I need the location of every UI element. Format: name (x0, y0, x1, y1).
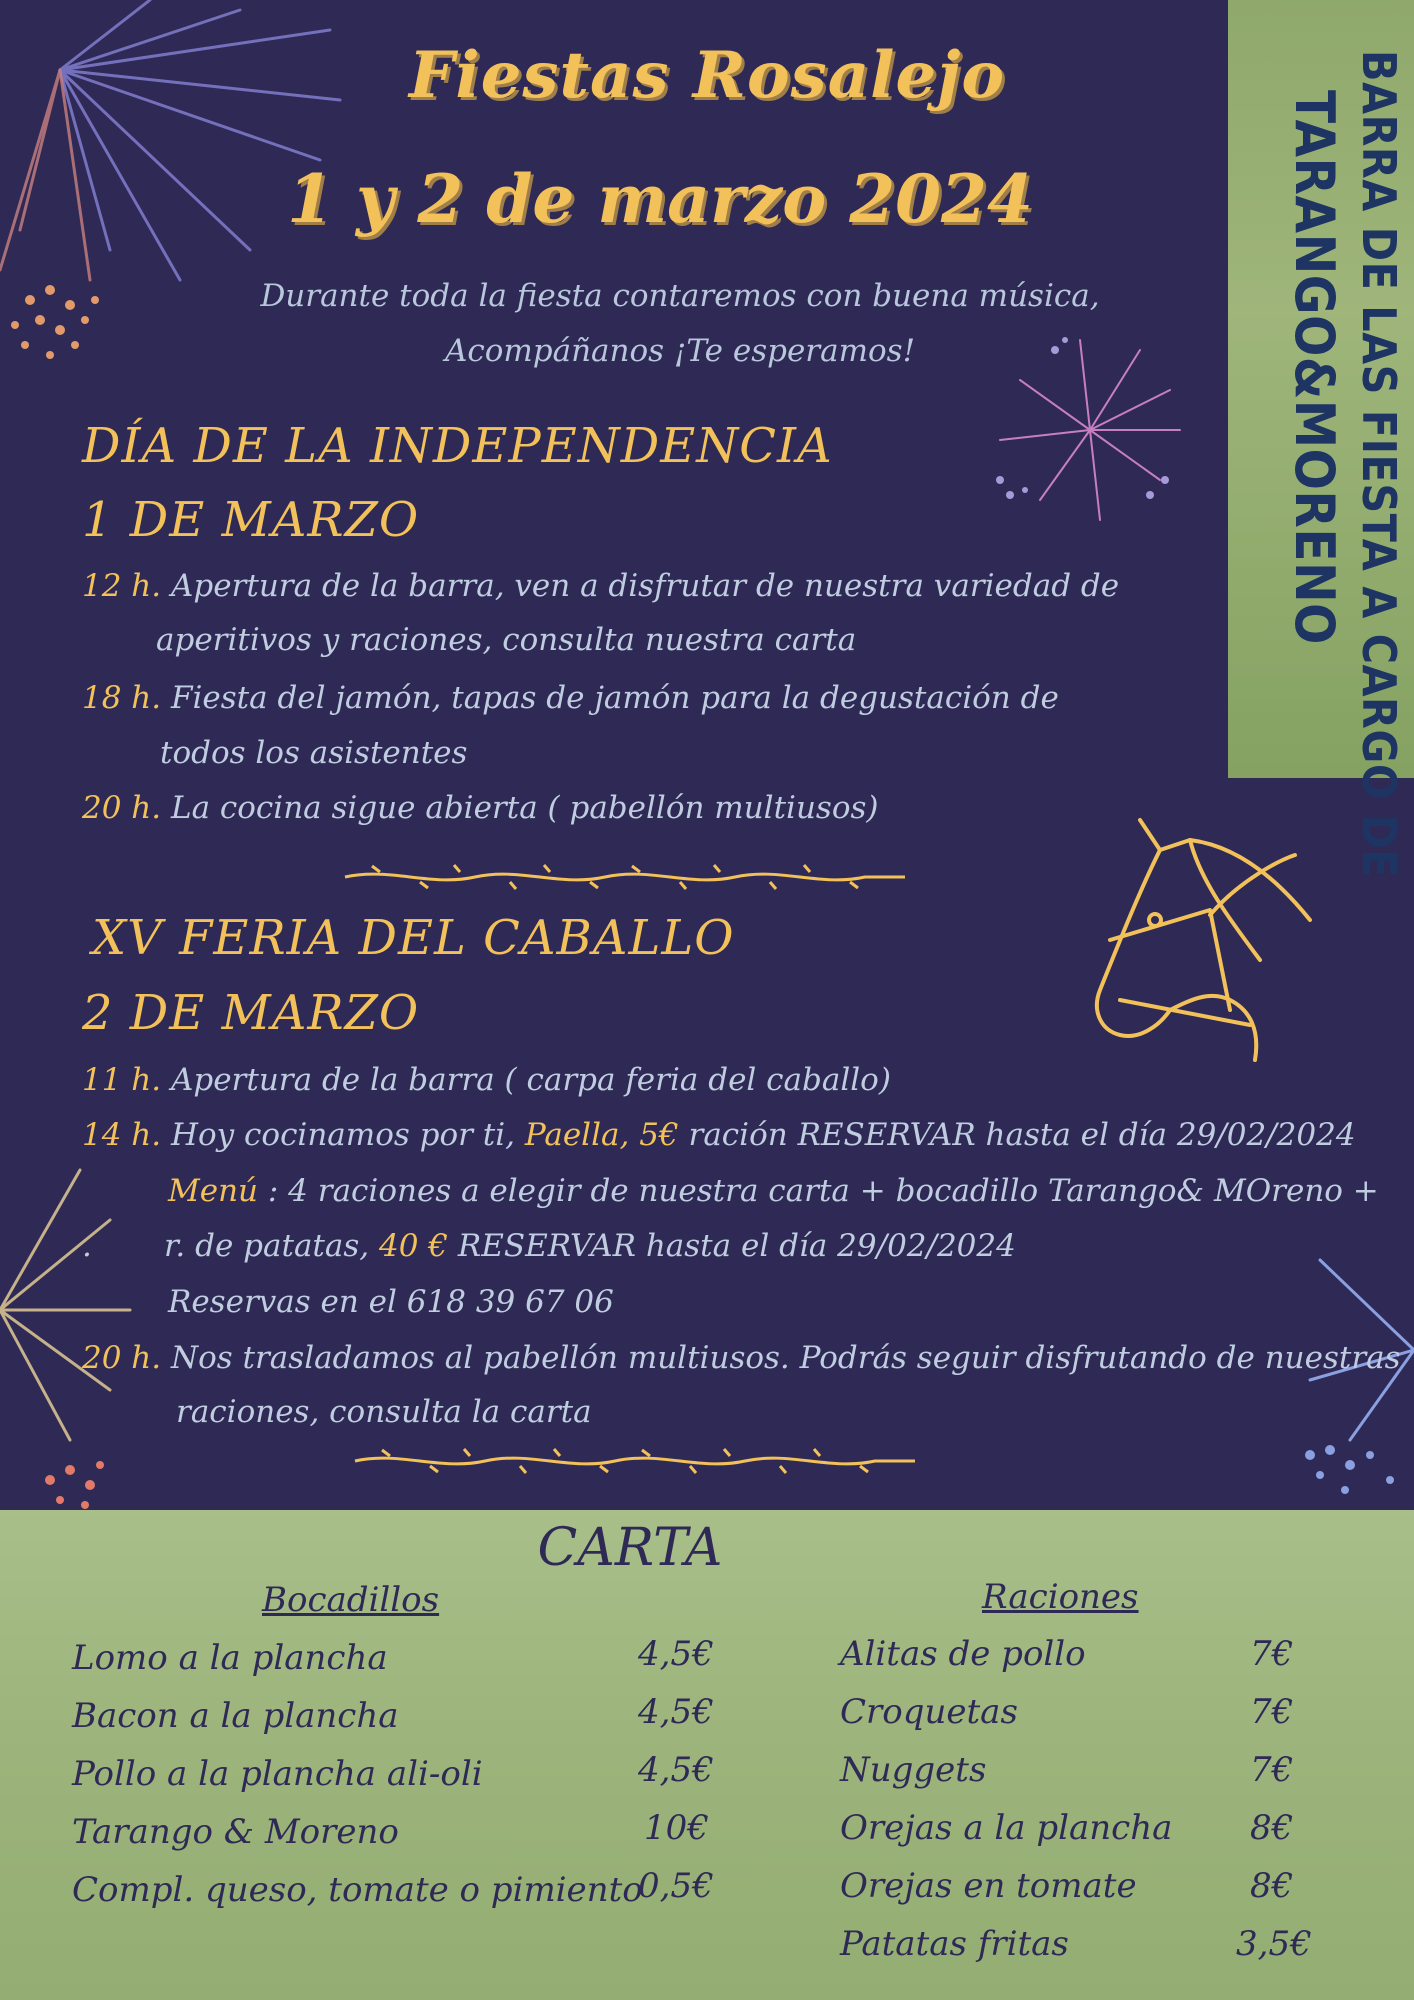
item-price: 0,5€ (638, 1866, 714, 1906)
intro-line-1: Durante toda la fiesta contaremos con buena música, (260, 278, 1100, 314)
menu-label: Menú (168, 1173, 259, 1209)
intro-line-2: Acompáñanos ¡Te esperamos! (444, 333, 916, 369)
item-price: 7€ (1250, 1692, 1294, 1732)
event-date: 1 y 2 de marzo 2024 (287, 160, 1033, 238)
dot: . (82, 1228, 92, 1264)
page-title: Fiestas Rosalejo (408, 38, 1006, 113)
list-item: Alitas de pollo (840, 1634, 1086, 1674)
time: 20 h. (82, 790, 162, 826)
item-price: 8€ (1250, 1866, 1294, 1906)
item-text: r. de patatas, (164, 1228, 379, 1264)
item-price: 7€ (1250, 1634, 1294, 1674)
day2-item-3 (82, 1340, 1401, 1376)
day1-date: 1 DE MARZO (82, 492, 420, 548)
list-item: Nuggets (840, 1750, 987, 1790)
side-banner-line1: BARRA DE LAS FIESTA A CARGO DE (1352, 50, 1406, 879)
day1-item-1 (82, 568, 1119, 604)
day2-menu-line (168, 1173, 1379, 1209)
list-item: Orejas en tomate (840, 1866, 1137, 1906)
day2-item-1 (82, 1062, 891, 1098)
menu-title: CARTA (537, 1518, 723, 1578)
vine-divider-2 (350, 1446, 920, 1476)
list-item: Patatas fritas (840, 1924, 1069, 1964)
item-text: Apertura de la barra, ven a disfrutar de nuestra variedad de (170, 568, 1120, 604)
day1-item-2 (82, 680, 1059, 716)
time: 11 h. (82, 1062, 162, 1098)
list-item: Tarango & Moreno (72, 1812, 399, 1852)
item-text: : 4 raciones a elegir de nuestra carta + bocadillo Tarango& MOreno + (258, 1173, 1379, 1209)
day1-item-2-cont: todos los asistentes (160, 735, 468, 771)
side-banner-text (1228, 0, 1414, 879)
item-text: ración RESERVAR hasta el día 29/02/2024 (678, 1117, 1356, 1153)
day1-item-3 (82, 790, 879, 826)
day1-heading: DÍA DE LA INDEPENDENCIA (82, 418, 833, 474)
item-text: Nos trasladamos al pabellón multiusos. Podrás seguir disfrutando de nuestras (170, 1340, 1401, 1376)
item-price: 4,5€ (638, 1692, 714, 1732)
bocadillos-heading: Bocadillos (262, 1580, 440, 1620)
item-price: 3,5€ (1236, 1924, 1312, 1964)
item-text: Hoy cocinamos por ti, (161, 1117, 525, 1153)
item-price: 4,5€ (638, 1634, 714, 1674)
list-item: Pollo a la plancha ali-oli (72, 1754, 483, 1794)
list-item: Orejas a la plancha (840, 1808, 1173, 1848)
time: 12 h. (82, 568, 162, 604)
item-text: Apertura de la barra ( carpa feria del caballo) (161, 1062, 891, 1098)
time: 14 h. (82, 1117, 162, 1153)
list-item: Bacon a la plancha (72, 1696, 399, 1736)
horse-head-icon (1080, 800, 1320, 1100)
item-text: La cocina sigue abierta ( pabellón multiusos) (161, 790, 879, 826)
reservation-phone: Reservas en el 618 39 67 06 (168, 1284, 614, 1320)
list-item: Lomo a la plancha (72, 1638, 388, 1678)
paella-price: Paella, 5€ (524, 1117, 679, 1153)
time: 18 h. (82, 680, 162, 716)
day2-date: 2 DE MARZO (82, 985, 420, 1041)
item-price: 10€ (644, 1808, 709, 1848)
side-banner-line2: TARANGO&MORENO (1283, 90, 1346, 645)
item-text: RESERVAR hasta el día 29/02/2024 (448, 1228, 1016, 1264)
item-price: 4,5€ (638, 1750, 714, 1790)
fireworks-bottom-left-icon (0, 1130, 180, 1510)
day2-menu-line-2-text (164, 1228, 1016, 1264)
raciones-heading: Raciones (982, 1577, 1139, 1617)
menu-price: 40 € (379, 1228, 449, 1264)
list-item: Croquetas (840, 1692, 1018, 1732)
day2-item-3-cont: raciones, consulta la carta (176, 1394, 592, 1430)
day2-item-2 (82, 1117, 1356, 1153)
list-item: Compl. queso, tomate o pimiento (72, 1870, 643, 1910)
day1-item-1-cont: aperitivos y raciones, consulta nuestra carta (156, 622, 857, 658)
item-text: Fiesta del jamón, tapas de jamón para la degustación de (170, 680, 1059, 716)
item-price: 7€ (1250, 1750, 1294, 1790)
item-price: 8€ (1250, 1808, 1294, 1848)
day2-menu-line-2 (82, 1228, 92, 1264)
day2-heading: XV FERIA DEL CABALLO (92, 910, 735, 966)
vine-divider-1 (340, 862, 910, 892)
time: 20 h. (82, 1340, 162, 1376)
